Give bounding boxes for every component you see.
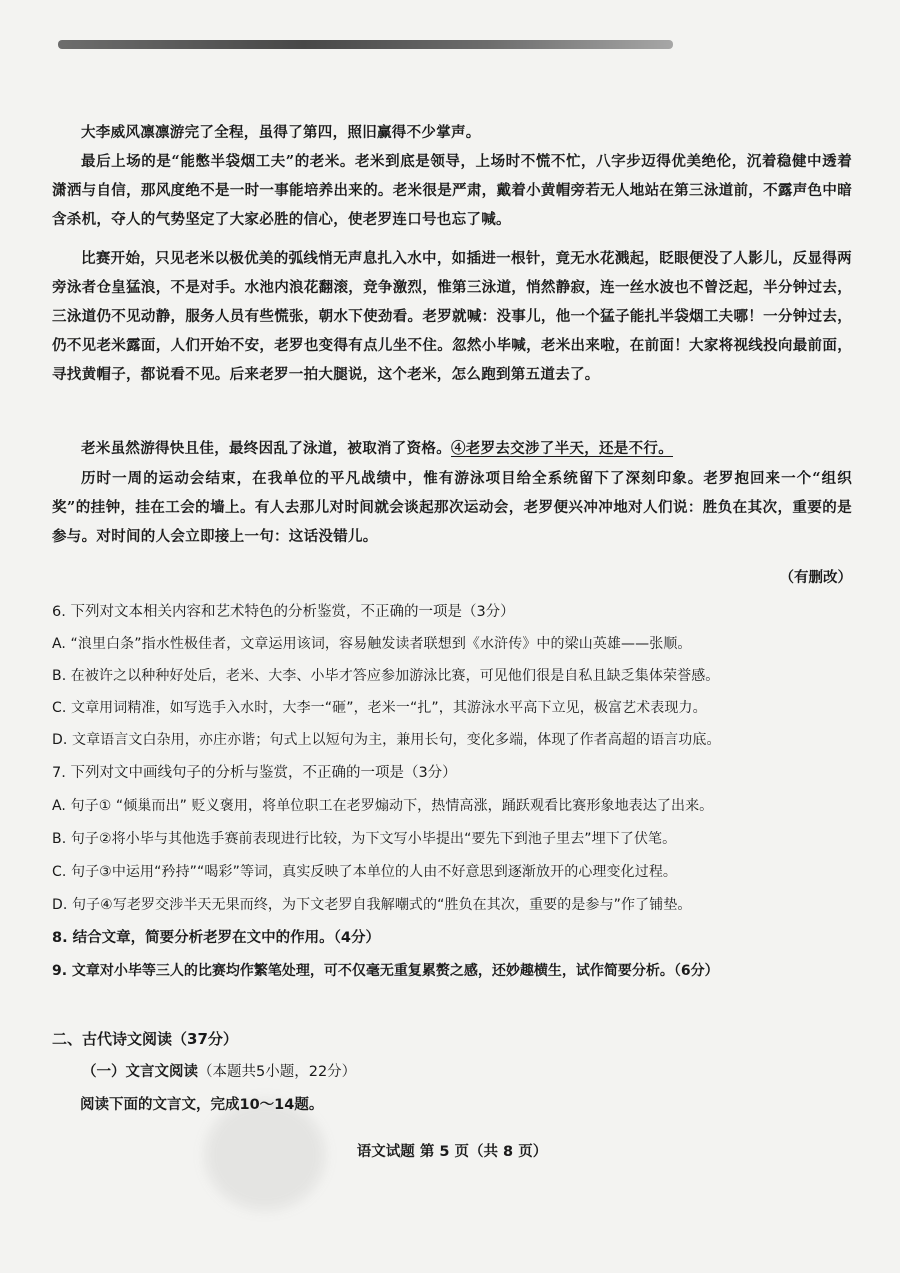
question-6: 6. 下列对文本相关内容和艺术特色的分析鉴赏，不正确的一项是（3分） (52, 604, 515, 620)
section-2-title: 二、古代诗文阅读（37分） (52, 1030, 238, 1048)
passage-paragraph-4 (52, 434, 852, 463)
question-6-option-b: B. 在被许之以种种好处后，老米、大李、小毕才答应参加游泳比赛，可见他们很是自私且缺乏集体荣誉感。 (52, 668, 720, 684)
question-7-option-c: C. 句子③中运用“矜持”“喝彩”等词，真实反映了本单位的人由不好意思到逐渐放开的心理变化过程。 (52, 864, 678, 880)
question-7-option-a: A. 句子① “倾巢而出” 贬义褒用，将单位职工在老罗煽动下，热情高涨，踊跃观看比赛形象地表达了出来。 (52, 798, 714, 814)
subsection-label: （一）文言文阅读 (82, 1064, 198, 1080)
question-6-option-c: C. 文章用词精准，如写选手入水时，大李一“砸”，老米一“扎”，其游泳水平高下立见，极富艺术表现力。 (52, 700, 707, 716)
page-footer: 语文试题 第 5 页（共 8 页） (356, 1144, 548, 1160)
passage-paragraph-5: 历时一周的运动会结束，在我单位的平凡战绩中，惟有游泳项目给全系统留下了深刻印象。老罗抱回来一个“组织奖”的挂钟，挂在工会的墙上。有人去那儿对时间就会谈起那次运动会，老罗便兴冲冲地对人们说：胜负在其次，重要的是参与。对时间的人会立即接上一句：这话没错儿。 (52, 470, 852, 545)
subsection-detail: （本题共5小题，22分） (198, 1064, 357, 1080)
paragraph-4-text: 老米虽然游得快且佳，最终因乱了泳道，被取消了资格。 (81, 440, 451, 457)
question-7-option-d: D. 句子④写老罗交涉半天无果而终，为下文老罗自我解嘲式的“胜负在其次，重要的是参与”作了铺垫。 (52, 897, 692, 913)
subsection-classical-chinese (82, 1060, 356, 1081)
passage-paragraph-2: 最后上场的是“能憋半袋烟工夫”的老米。老米到底是领导，上场时不慌不忙，八字步迈得优美绝伦，沉着稳健中透着潇洒与自信，那风度绝不是一时一事能培养出来的。老米很是严肃，戴着小黄帽旁若无人地站在第三泳道前，不露声色中暗含杀机，夺人的气势坚定了大家必胜的信心，使老罗连口号也忘了喊。 (52, 153, 852, 228)
question-6-option-d: D. 文章语言文白杂用，亦庄亦谐；句式上以短句为主，兼用长句，变化多端，体现了作者高超的语言功底。 (52, 732, 721, 748)
underlined-sentence-4: ④老罗去交涉了半天，还是不行。 (451, 440, 673, 457)
question-9: 9. 文章对小毕等三人的比赛均作繁笔处理，可不仅毫无重复累赘之感，还妙趣横生，试作简要分析。（6分） (52, 963, 719, 979)
passage-paragraph-3: 比赛开始，只见老米以极优美的弧线悄无声息扎入水中，如插进一根针，竟无水花溅起，眨眼便没了人影儿，反显得两旁泳者仓皇猛浪，不是对手。水池内浪花翻滚，竞争激烈，惟第三泳道，悄然静寂，连一丝水波也不曾泛起，半分钟过去，三泳道仍不见动静，服务人员有些慌张，朝水下使劲看。老罗就喊：没事儿，他一个猛子能扎半袋烟工夫哪！一分钟过去，仍不见老米露面，人们开始不安，老罗也变得有点儿坐不住。忽然小毕喊，老米出来啦，在前面！大家将视线投向最前面，寻找黄帽子，都说看不见。后来老罗一拍大腿说，这个老米，怎么跑到第五道去了。 (52, 250, 852, 383)
passage-paragraph-1: 大李威风凛凛游完了全程，虽得了第四，照旧赢得不少掌声。 (81, 124, 481, 141)
reading-instruction: 阅读下面的文言文，完成10～14题。 (80, 1097, 324, 1113)
question-8: 8. 结合文章，简要分析老罗在文中的作用。（4分） (52, 930, 380, 946)
question-7: 7. 下列对文中画线句子的分析与鉴赏，不正确的一项是（3分） (52, 765, 457, 781)
question-7-option-b: B. 句子②将小毕与其他选手赛前表现进行比较，为下文写小毕提出“要先下到池子里去”埋下了伏笔。 (52, 831, 677, 847)
question-6-option-a: A. “浪里白条”指水性极佳者，文章运用该词，容易触发读者联想到《水浒传》中的梁山英雄——张顺。 (52, 636, 692, 652)
abridged-note: （有删改） (779, 569, 852, 586)
scan-edge-shadow (58, 40, 673, 49)
